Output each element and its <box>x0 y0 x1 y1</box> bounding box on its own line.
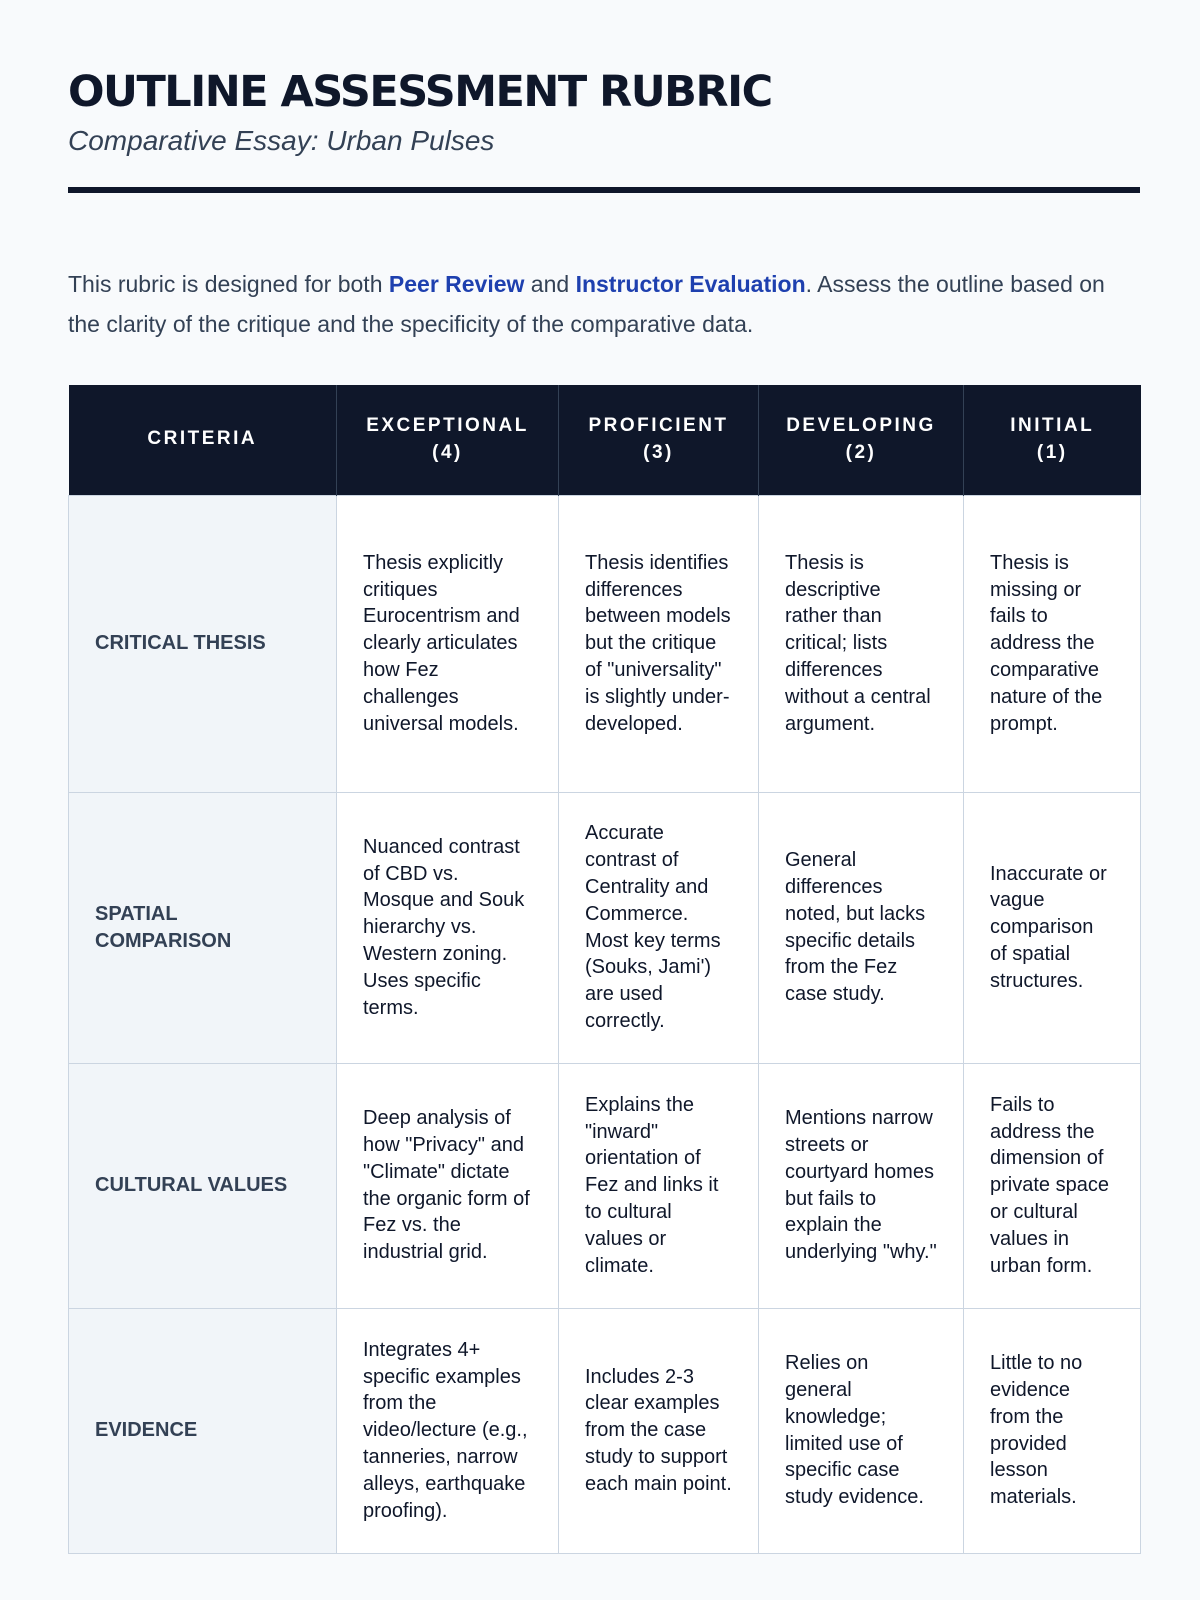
table-header-row <box>69 385 1141 496</box>
header-exceptional: EXCEPTIONAL (4) <box>337 385 559 496</box>
initial-cell: Thesis is missing or fails to address the comparative nature of the prompt. <box>964 495 1141 792</box>
developing-cell: General differences noted, but lacks specific details from the Fez case study. <box>759 792 964 1063</box>
intro-text-3: . Assess the outline based on the clarity of the critique and the specificity of the comparative data. <box>68 271 1105 337</box>
intro-text-2: and <box>524 271 576 298</box>
header-divider <box>68 187 1140 193</box>
exceptional-cell: Deep analysis of how "Privacy" and "Climate" dictate the organic form of Fez vs. the industrial grid. <box>337 1063 559 1308</box>
table-row <box>69 495 1141 792</box>
header-initial: INITIAL (1) <box>964 385 1141 496</box>
exceptional-cell: Integrates 4+ specific examples from the video/lecture (e.g., tanneries, narrow alleys, earthquake proofing). <box>337 1308 559 1553</box>
criterion-cell: SPATIAL COMPARISON <box>69 792 337 1063</box>
table-row <box>69 792 1141 1063</box>
proficient-cell: Explains the "inward" orientation of Fez and links it to cultural values or climate. <box>559 1063 759 1308</box>
page-title: OUTLINE ASSESSMENT RUBRIC <box>68 67 772 117</box>
intro-paragraph <box>68 265 1140 344</box>
initial-cell: Fails to address the dimension of private space or cultural values in urban form. <box>964 1063 1141 1308</box>
table-row <box>69 1308 1141 1553</box>
header-criteria: CRITERIA <box>69 385 337 496</box>
instructor-evaluation-highlight: Instructor Evaluation <box>575 271 806 298</box>
exceptional-cell: Thesis explicitly critiques Eurocentrism and clearly articulates how Fez challenges universal models. <box>337 495 559 792</box>
table-row <box>69 1063 1141 1308</box>
developing-cell: Mentions narrow streets or courtyard homes but fails to explain the underlying "why." <box>759 1063 964 1308</box>
proficient-cell: Accurate contrast of Centrality and Commerce. Most key terms (Souks, Jami') are used correctly. <box>559 792 759 1063</box>
criterion-cell: CRITICAL THESIS <box>69 495 337 792</box>
peer-review-highlight: Peer Review <box>388 271 525 298</box>
proficient-cell: Includes 2-3 clear examples from the case study to support each main point. <box>559 1308 759 1553</box>
rubric-table <box>68 385 1141 1554</box>
developing-cell: Thesis is descriptive rather than critical; lists differences without a central argument. <box>759 495 964 792</box>
page-subtitle: Comparative Essay: Urban Pulses <box>68 125 495 157</box>
exceptional-cell: Nuanced contrast of CBD vs. Mosque and Souk hierarchy vs. Western zoning. Uses specific terms. <box>337 792 559 1063</box>
header-developing: DEVELOPING (2) <box>759 385 964 496</box>
criterion-cell: CULTURAL VALUES <box>69 1063 337 1308</box>
developing-cell: Relies on general knowledge; limited use of specific case study evidence. <box>759 1308 964 1553</box>
intro-text-1: This rubric is designed for both <box>68 271 389 298</box>
header-proficient: PROFICIENT (3) <box>559 385 759 496</box>
criterion-cell: EVIDENCE <box>69 1308 337 1553</box>
initial-cell: Inaccurate or vague comparison of spatial structures. <box>964 792 1141 1063</box>
initial-cell: Little to no evidence from the provided lesson materials. <box>964 1308 1141 1553</box>
proficient-cell: Thesis identifies differences between models but the critique of "universality" is slightly under-developed. <box>559 495 759 792</box>
